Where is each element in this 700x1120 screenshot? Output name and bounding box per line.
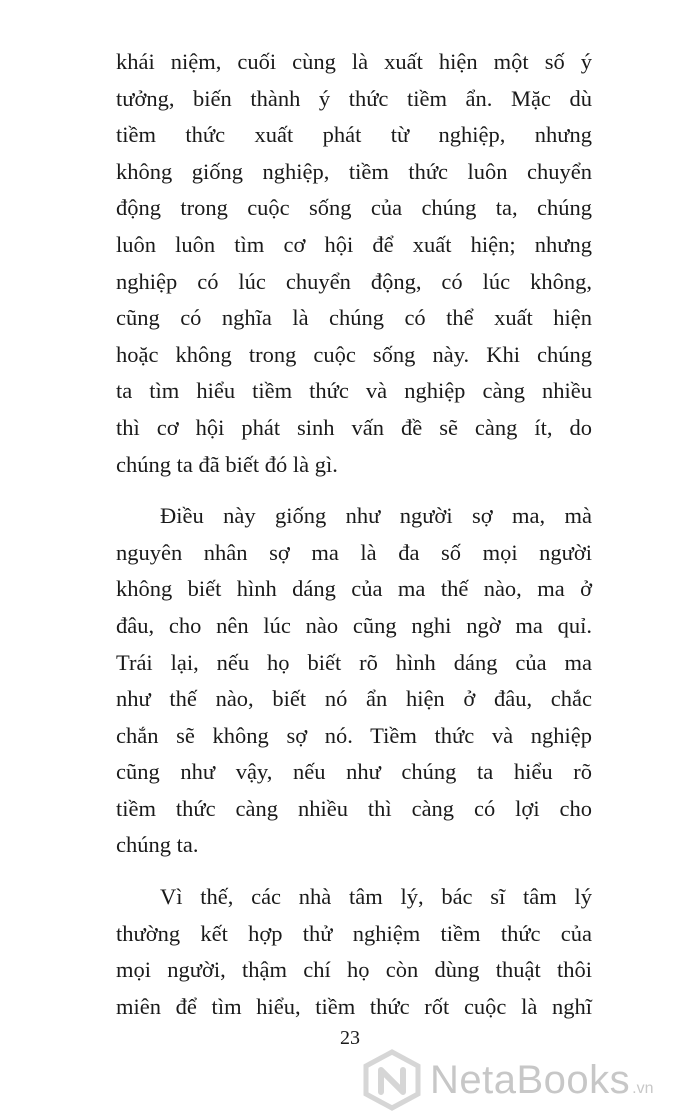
text-line: tưởng, biến thành ý thức tiềm ẩn. Mặc dù (116, 85, 592, 111)
text-line: tiềm thức xuất phát từ nghiệp, nhưng (116, 122, 592, 148)
paragraph (116, 498, 592, 864)
text-line: nguyên nhân sợ ma là đa số mọi người (116, 539, 592, 565)
text-line: Vì thế, các nhà tâm lý, bác sĩ tâm lý (160, 884, 592, 910)
text-line: như thế nào, biết nó ẩn hiện ở đâu, chắc (116, 686, 592, 712)
text-line: cũng như vậy, nếu như chúng ta hiểu rõ (116, 759, 592, 785)
text-line: Điều này giống như người sợ ma, mà (160, 503, 592, 529)
text-line: chúng ta. (116, 832, 199, 858)
text-line: hoặc không trong cuộc sống này. Khi chúng (116, 341, 592, 367)
text-line: chắn sẽ không sợ nó. Tiềm thức và nghiệp (116, 722, 592, 748)
text-line: nghiệp có lúc chuyển động, có lúc không, (116, 268, 592, 294)
paragraph (116, 879, 592, 1025)
watermark-brand: NetaBooks (430, 1057, 631, 1102)
paragraph (116, 44, 592, 483)
text-line: luôn luôn tìm cơ hội để xuất hiện; nhưng (116, 231, 592, 257)
netabooks-logo-icon (360, 1048, 424, 1112)
text-line: đâu, cho nên lúc nào cũng nghi ngờ ma quỉ. (116, 612, 592, 638)
text-line: không biết hình dáng của ma thế nào, ma ở (116, 576, 592, 602)
text-line: ta tìm hiểu tiềm thức và nghiệp càng nhiều (116, 378, 592, 404)
page-number: 23 (340, 1027, 360, 1049)
text-line: thường kết hợp thử nghiệm tiềm thức của (116, 920, 592, 946)
text-line: cũng có nghĩa là chúng có thể xuất hiện (116, 305, 592, 331)
text-line: mọi người, thậm chí họ còn dùng thuật thôi (116, 957, 592, 983)
body-text (116, 44, 592, 1025)
text-line: động trong cuộc sống của chúng ta, chúng (116, 195, 592, 221)
text-line: thì cơ hội phát sinh vấn đề sẽ càng ít, do (116, 414, 592, 440)
text-line: khái niệm, cuối cùng là xuất hiện một số ý (116, 49, 592, 74)
text-line: chúng ta đã biết đó là gì. (116, 451, 338, 477)
text-line: không giống nghiệp, tiềm thức luôn chuyển (116, 158, 592, 184)
watermark (360, 1040, 700, 1120)
text-line: Trái lại, nếu họ biết rõ hình dáng của ma (116, 649, 592, 675)
watermark-suffix: .vn (632, 1080, 654, 1097)
text-line: miên để tìm hiểu, tiềm thức rốt cuộc là nghĩ (116, 993, 592, 1019)
text-line: tiềm thức càng nhiều thì càng có lợi cho (116, 795, 592, 821)
